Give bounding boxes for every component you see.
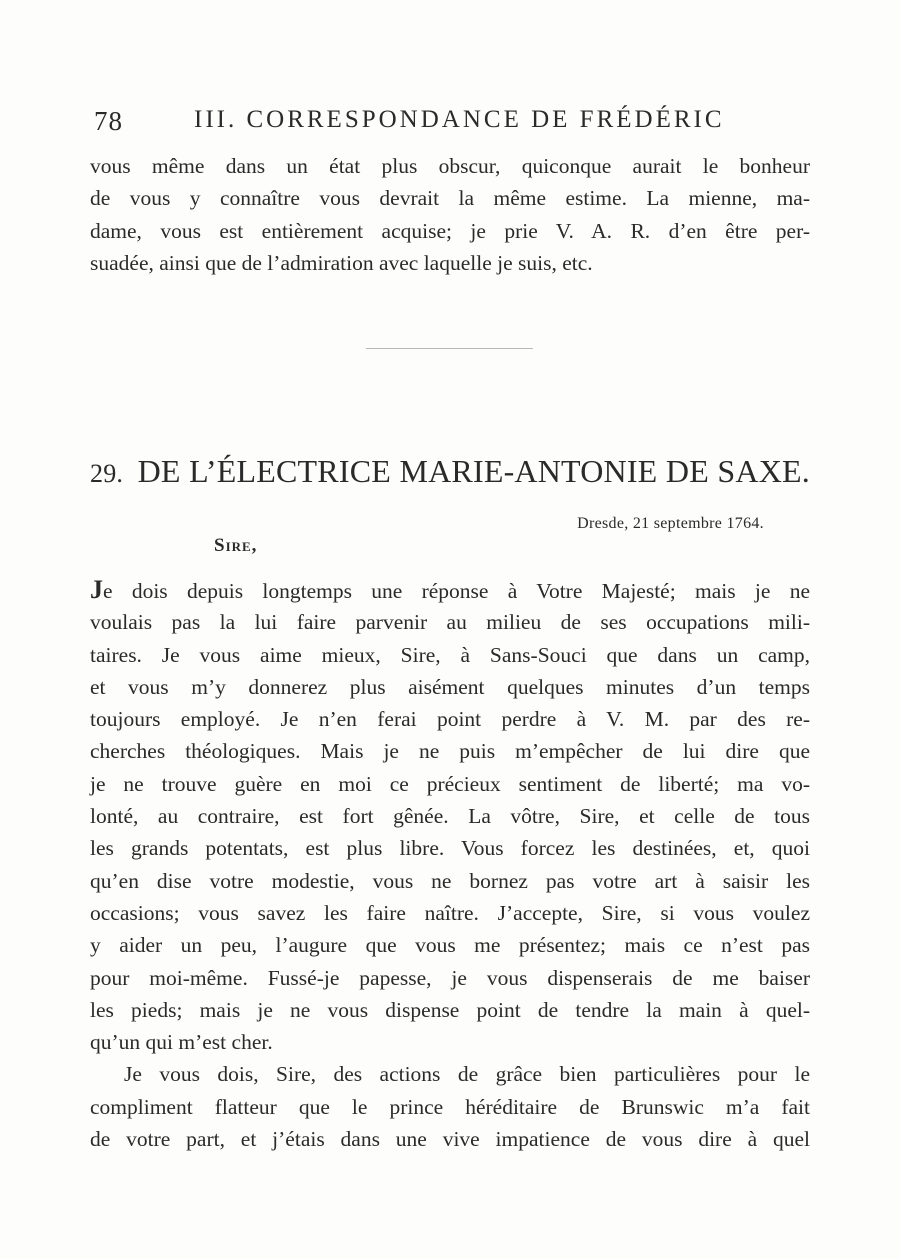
continuation-paragraph <box>90 150 810 279</box>
text-line: de votre part, et j’étais dans une vive impatience de vous dire à quel <box>90 1127 810 1152</box>
drop-cap: J <box>90 575 103 604</box>
letter-number: 29. <box>90 459 124 488</box>
text-line: et vous m’y donnerez plus aisément quelques minutes d’un temps <box>90 674 810 699</box>
page-number: 78 <box>94 106 123 136</box>
text-line: qu’un qui m’est cher. <box>90 1030 273 1055</box>
salutation: Sire, <box>214 535 258 556</box>
text-line: vous même dans un état plus obscur, quiconque aurait le bonheur <box>90 154 810 178</box>
text-line: suadée, ainsi que de l’admiration avec laquelle je suis, etc. <box>90 250 593 275</box>
text-line: voulais pas la lui faire parvenir au milieu de ses occupations mili- <box>90 610 810 635</box>
text-line: Je dois depuis longtemps une réponse à Votre Majesté; mais je ne <box>90 575 810 604</box>
text-line: dame, vous est entièrement acquise; je prie V. A. R. d’en être per- <box>90 218 810 243</box>
letter-title: DE L’ÉLECTRICE MARIE-ANTONIE DE SAXE. <box>137 453 810 489</box>
text-line: Je vous dois, Sire, des actions de grâce bien particulières pour le <box>124 1062 810 1087</box>
letter-body <box>90 574 810 1155</box>
text-line: les grands potentats, est plus libre. Vous forcez les destinées, et, quoi <box>90 836 810 861</box>
text-line: occasions; vous savez les faire naître. J’accepte, Sire, si vous voulez <box>90 900 810 925</box>
text-line: y aider un peu, l’augure que vous me présentez; mais ce n’est pas <box>90 933 810 958</box>
text-line: cherches théologiques. Mais je ne puis m’empêcher de lui dire que <box>90 739 810 764</box>
dateline: Dresde, 21 septembre 1764. <box>577 515 764 532</box>
text-line: de vous y connaître vous devrait la même estime. La mienne, ma- <box>90 186 810 211</box>
text-line: je ne trouve guère en moi ce précieux sentiment de liberté; ma vo- <box>90 771 810 796</box>
text-line: lonté, au contraire, est fort gênée. La vôtre, Sire, et celle de tous <box>90 804 810 829</box>
text-line: taires. Je vous aime mieux, Sire, à Sans-Souci que dans un camp, <box>90 642 810 667</box>
text-line: les pieds; mais je ne vous dispense point de tendre la main à quel- <box>90 997 810 1022</box>
section-divider <box>366 348 533 349</box>
text-line: qu’en dise votre modestie, vous ne bornez pas votre art à saisir les <box>90 868 810 893</box>
text-line: compliment flatteur que le prince héréditaire de Brunswic m’a fait <box>90 1094 810 1119</box>
text-line: toujours employé. Je n’en ferai point perdre à V. M. par des re- <box>90 707 810 732</box>
running-title: III. CORRESPONDANCE DE FRÉDÉRIC <box>194 106 725 133</box>
running-head <box>94 104 814 138</box>
letter-heading <box>90 453 810 490</box>
text-line: pour moi-même. Fussé-je papesse, je vous dispenserais de me baiser <box>90 965 810 990</box>
